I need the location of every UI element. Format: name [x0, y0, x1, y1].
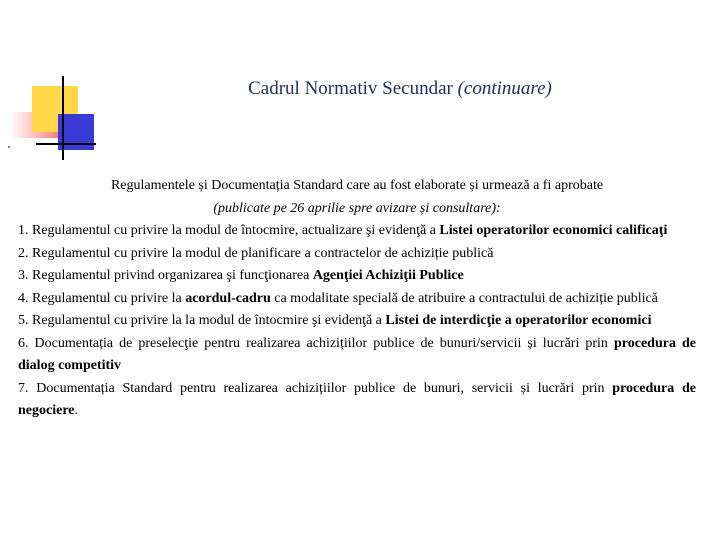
item-4-text-end: ca modalitate specială de atribuire a contractului de achiziție publică [270, 290, 658, 306]
item-4-text: 4. Regulamentul cu privire la [18, 290, 186, 306]
logo-horizontal-line [36, 143, 96, 145]
item-7-text-end: . [74, 403, 78, 418]
intro-subtitle: (publicate pe 26 aprilie spre avizare și consultare): [213, 200, 501, 216]
logo-dot [8, 146, 10, 148]
list-item-1 [18, 220, 696, 243]
item-1-bold: Listei operatorilor economici calificaţi [439, 223, 668, 238]
logo-vertical-line [62, 76, 64, 160]
list-item-5 [18, 310, 696, 333]
item-4-bold: acordul-cadru [185, 290, 271, 306]
item-7-bold: procedura de negociere [18, 380, 696, 418]
item-7-text: 7. Documentația Standard pentru realizarea achizițiilor publice de bunuri, servicii și lucrări prin [18, 380, 613, 396]
item-6-bold: procedura de dialog competitiv [18, 335, 696, 373]
content-body [18, 175, 696, 423]
list-item-2 [18, 243, 696, 266]
item-3-bold: Agenţiei Achiziţii Publice [312, 268, 464, 283]
list-item-4 [18, 288, 696, 311]
intro-text: Regulamentele și Documentația Standard care au fost elaborate și urmează a fi aprobate [110, 178, 604, 193]
page-title [150, 78, 650, 100]
item-2-text: 2. Regulamentul cu privire la modul de planificare a contractelor de achiziție publică [18, 245, 494, 261]
item-5-text: 5. Regulamentul cu privire la la modul de întocmire şi evidenţă a [18, 313, 386, 328]
item-5-bold: Listei de interdicţie a operatorilor economici [385, 313, 652, 328]
title-continuation: (continuare) [457, 78, 552, 99]
item-3-text: 3. Regulamentul privind organizarea şi funcţionarea [18, 268, 313, 283]
logo-decoration [0, 0, 120, 170]
list-item-7 [18, 378, 696, 423]
title-main: Cadrul Normativ Secundar [248, 78, 453, 99]
item-6-text: 6. Documentația de preselecţie pentru realizarea achizițiilor publice de bunuri/servicii și lucrări prin [18, 335, 614, 351]
item-1-text: 1. Regulamentul cu privire la modul de întocmire, actualizare şi evidenţă a [18, 223, 440, 238]
list-item-3 [18, 265, 696, 288]
list-item-6 [18, 333, 696, 378]
